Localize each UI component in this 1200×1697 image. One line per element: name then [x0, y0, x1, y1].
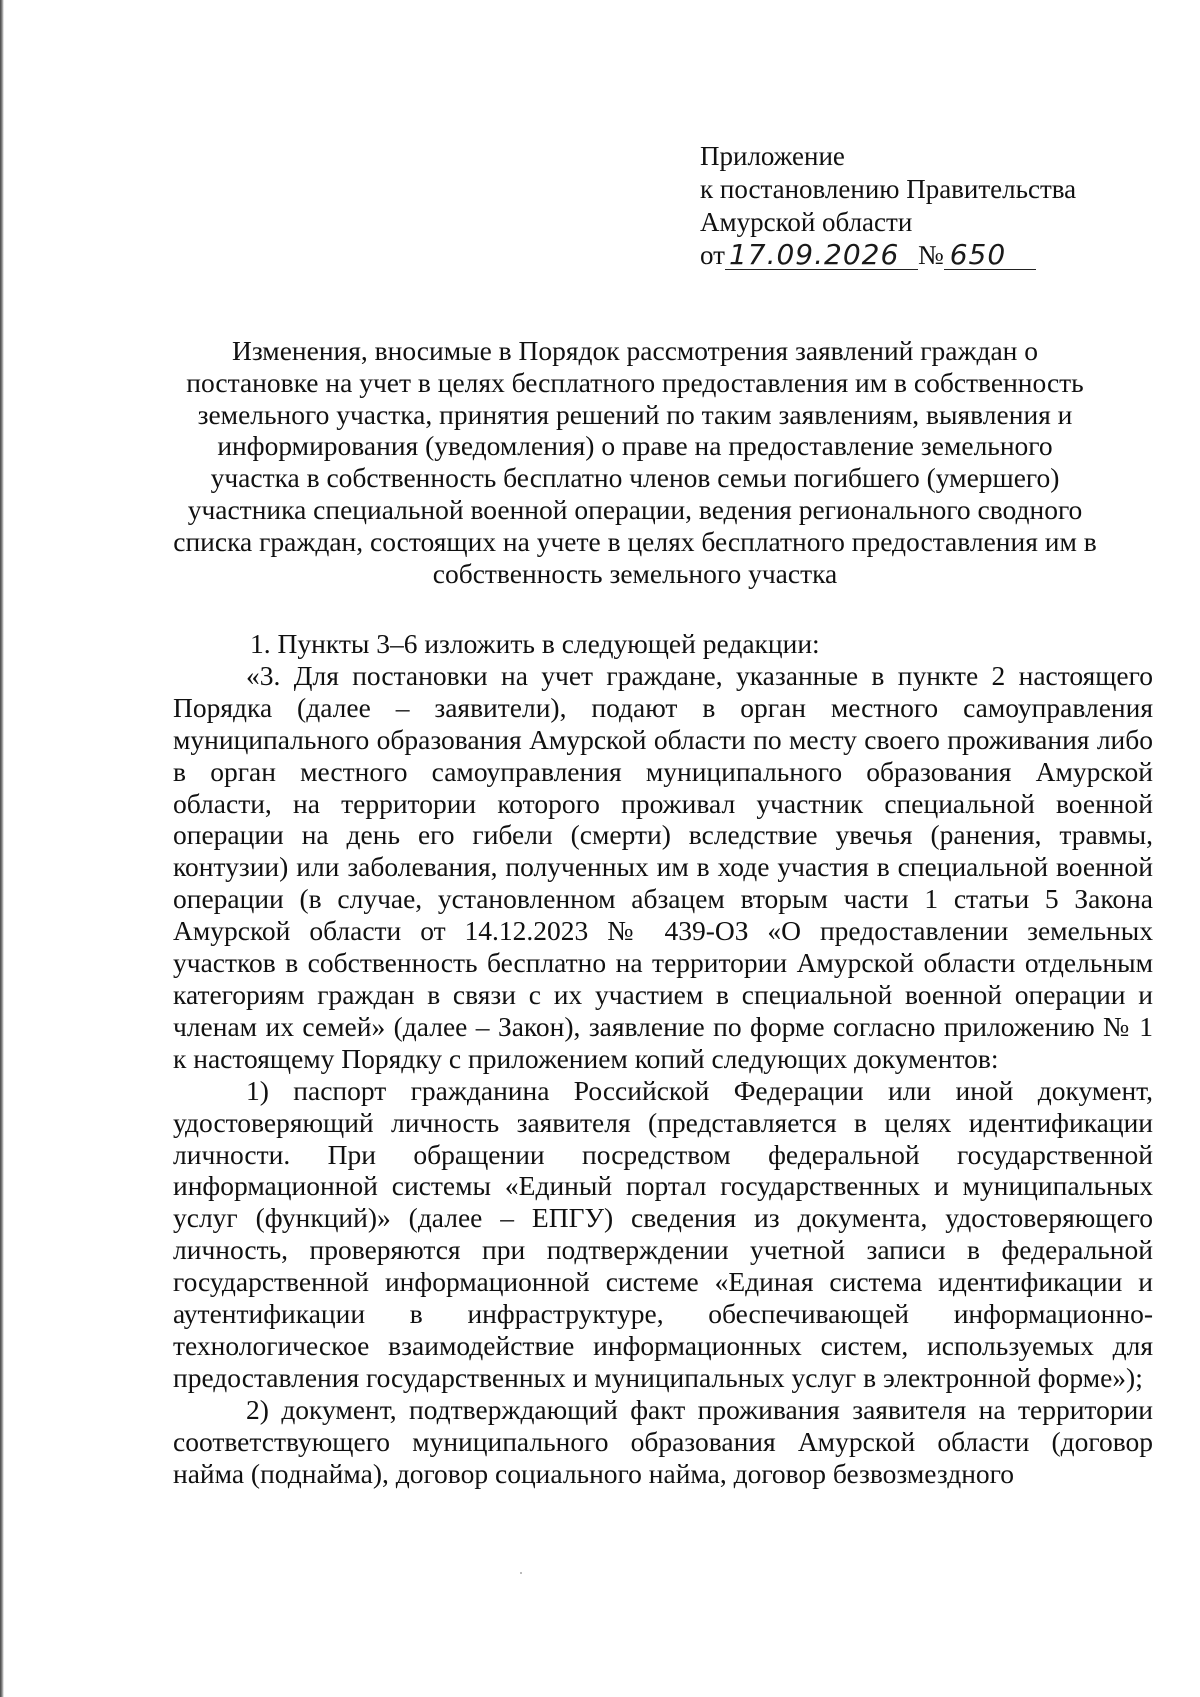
scan-edge [0, 0, 4, 1697]
appendix-header [700, 140, 1120, 272]
handwritten-number: 650 [944, 241, 1036, 270]
document-body [173, 628, 1153, 1489]
appendix-date-line [700, 239, 1120, 272]
paragraph-item-1: 1. Пункты 3–6 изложить в следующей редакции: [250, 628, 820, 659]
handwritten-date: 17.09.2026 [725, 241, 918, 270]
document-title: Изменения, вносимые в Порядок рассмотрения заявлений граждан о постановке на учет в целях бесплатного предоставления им в собственность земельного участка, принятия решений по таким заявлениям, выявления и информирования (уведомления) о праве на предоставление земельного участка в собственность бесплатно членов семьи погибшего (умершего) участника специальной военной операции, ведения регионального сводного списка граждан, состоящих на учете в целях бесплатного предоставления им в собственность земельного участка [173, 335, 1097, 589]
appendix-resolution-line: к постановлению Правительства [700, 174, 1077, 204]
paragraph-subpoint-2: 2) документ, подтверждающий факт проживания заявителя на территории соответствующего муниципального образования Амурской области (договор найма (поднайма), договор социального найма, договор безвозмездного [173, 1393, 1153, 1489]
appendix-region-line: Амурской области [700, 207, 913, 237]
paragraph-subpoint-1: 1) паспорт гражданина Российской Федерации или иной документ, удостоверяющий личность заявителя (представляется в целях идентификации личности. При обращении посредством федеральной государственной информационной системы «Единый портал государственных и муниципальных услуг (функций)» (далее – ЕПГУ) сведения из документа, удостоверяющего личность, проверяются при подтверждении учетной записи в федеральной государственной информационной системе «Единая система идентификации и аутентификации в инфраструктуре, обеспечивающей информационно-технологическое взаимодействие информационных систем, используемых для предоставления государственных и муниципальных услуг в электронной форме»); [173, 1074, 1153, 1393]
number-sign: № [917, 240, 944, 270]
scan-speck [520, 1572, 522, 1574]
paragraph-point-3: «3. Для постановки на учет граждане, указанные в пункте 2 настоящего Порядка (далее – заявители), подают в орган местного самоуправления муниципального образования Амурской области по месту своего проживания либо в орган местного самоуправления муниципального образования Амурской области, на территории которого проживал участник специальной военной операции на день его гибели (смерти) вследствие увечья (ранения, травмы, контузии) или заболевания, полученных им в ходе участия в специальной военной операции (в случае, установленном абзацем вторым части 1 статьи 5 Закона Амурской области от 14.12.2023 № 439-ОЗ «О предоставлении земельных участков в собственность бесплатно на территории Амурской области отдельным категориям граждан в связи с их участием в специальной военной операции и членам их семей» (далее – Закон), заявление по форме согласно приложению № 1 к настоящему Порядку с приложением копий следующих документов: [173, 659, 1153, 1074]
date-prefix: от [700, 240, 725, 270]
appendix-label: Приложение [700, 141, 845, 171]
